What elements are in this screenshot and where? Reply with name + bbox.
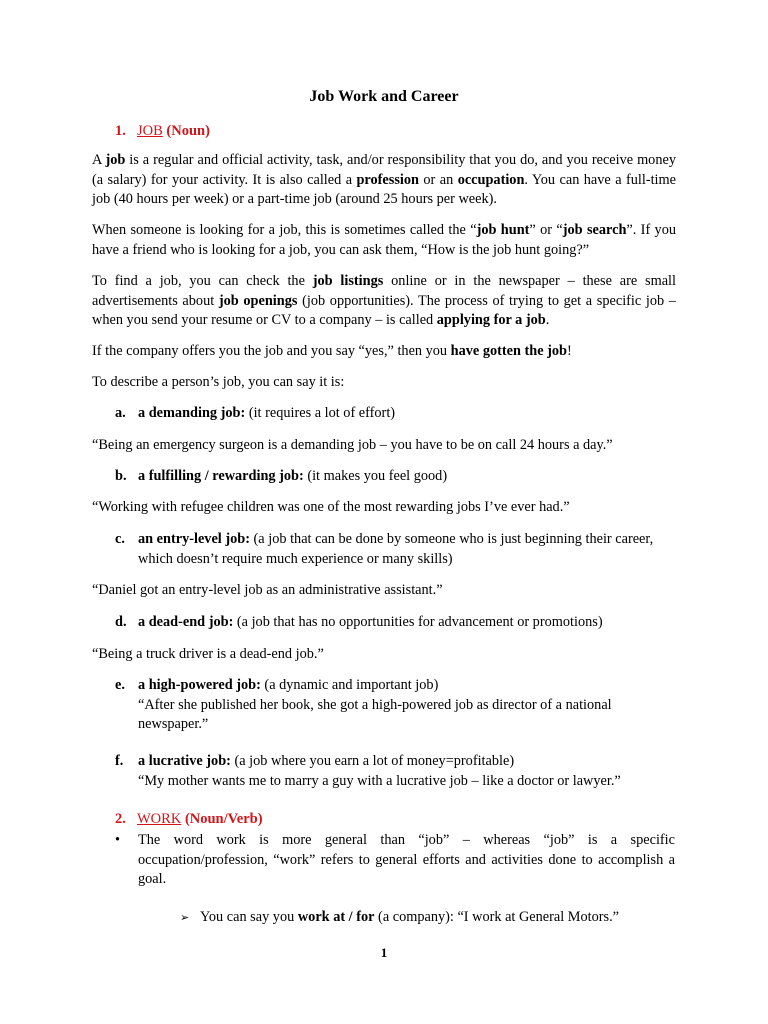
definition: (a dynamic and important job) (260, 677, 439, 693)
example-sentence: “After she published her book, she got a high-powered job as director of a national newspaper.” (138, 696, 612, 732)
text: When someone is looking for a job, this is sometimes called the “ (92, 222, 477, 238)
text: . (545, 312, 550, 328)
bold-term: job search (562, 222, 627, 238)
bold-term: job hunt (476, 222, 530, 238)
list-label: f. (115, 753, 124, 769)
text: (job opportunities). The process of trying to get a specific job – when you send your resume or CV to a company – is called (92, 292, 677, 328)
bold-term: profession (356, 171, 419, 188)
list-item (115, 404, 675, 424)
definition: (it makes you feel good) (303, 468, 448, 484)
list-item (115, 752, 675, 791)
bold-term: job openings (218, 292, 298, 309)
text: To find a job, you can check the (92, 273, 313, 289)
bold-term: applying for a job (436, 312, 546, 328)
text: ! (567, 343, 572, 359)
page-title: Job Work and Career (309, 88, 459, 105)
section-pos: (Noun/Verb) (181, 811, 263, 827)
list-item (115, 530, 675, 569)
bullet-icon: • (115, 832, 121, 848)
text: or an (418, 171, 458, 188)
bullet-text: The word work is more general than “job” – whereas “job” is a specific occupation/profession, “work” refers to general efforts and activities done to accomplish a goal. (138, 832, 675, 887)
bold-term: a demanding job: (138, 405, 246, 421)
text: . You can have a full-time job (40 hours per week) or a part-time job (around 25 hours per week). (92, 171, 677, 207)
bold-term: a lucrative job: (138, 753, 231, 769)
definition: (it requires a lot of effort) (245, 405, 396, 421)
paragraph-describe: To describe a person’s job, you can say it is: (92, 374, 345, 390)
bold-term: a high-powered job: (138, 677, 261, 693)
list-label: a. (115, 405, 126, 421)
list-item (115, 613, 675, 633)
definition: (a job where you earn a lot of money=profitable) (230, 753, 515, 769)
section-heading-work (115, 809, 263, 829)
list-item (115, 676, 675, 735)
list-label: e. (115, 677, 125, 693)
section-number: 2. (115, 811, 126, 827)
text: If the company offers you the job and you say “yes,” then you (92, 343, 451, 359)
section-number: 1. (115, 123, 126, 139)
example-sentence: “Daniel got an entry-level job as an administrative assistant.” (92, 582, 443, 598)
list-label: c. (115, 531, 125, 547)
example-sentence: “Being a truck driver is a dead-end job.” (92, 646, 324, 662)
bold-term: a dead-end job: (138, 614, 234, 630)
example-sentence: “Working with refugee children was one of the most rewarding jobs I’ve ever had.” (92, 499, 570, 515)
paragraph-job-listings (92, 272, 676, 331)
bold-term: work at / for (297, 909, 375, 925)
bullet-item (115, 831, 675, 890)
text: ” or “ (529, 222, 563, 238)
bold-term: an entry-level job: (138, 531, 250, 547)
bold-term: occupation (457, 171, 525, 188)
page-number: 1 (380, 945, 388, 960)
example-sentence: “My mother wants me to marry a guy with a lucrative job – like a doctor or lawyer.” (138, 772, 621, 789)
definition: (a job that can be done by someone who is just beginning their career, which doesn’t require much experience or many skills) (138, 531, 654, 567)
section-word: JOB (137, 123, 163, 139)
text: online or in the newspaper – these are small advertisements about (92, 273, 677, 309)
section-heading-job (115, 121, 210, 141)
arrow-icon: ➢ (180, 912, 190, 924)
definition: (a job that has no opportunities for advancement or promotions) (233, 614, 603, 630)
list-item (115, 467, 675, 487)
text: is a regular and official activity, task, and/or responsibility that you do, and you receive money (a salary) for your activity. It is also called a (92, 152, 676, 188)
section-word: WORK (137, 811, 182, 827)
text: A (92, 152, 106, 168)
list-label: b. (115, 468, 127, 484)
paragraph-gotten-job (92, 342, 676, 362)
bold-term: job listings (312, 273, 384, 289)
text: ”. If you have a friend who is looking for a job, you can ask them, “How is the job hunt going?” (92, 222, 677, 258)
example-sentence: “Being an emergency surgeon is a demanding job – you have to be on call 24 hours a day.” (92, 437, 613, 453)
bold-term: job (105, 152, 126, 168)
text: (a company): “I work at General Motors.” (374, 909, 620, 925)
list-label: d. (115, 614, 127, 630)
paragraph-job-hunt (92, 221, 676, 260)
text: You can say you (200, 909, 298, 925)
bold-term: a fulfilling / rewarding job: (138, 468, 304, 484)
section-pos: (Noun) (162, 123, 210, 139)
paragraph-job-definition (92, 151, 676, 210)
bold-term: have gotten the job (450, 343, 568, 359)
arrow-bullet-item (180, 908, 680, 929)
